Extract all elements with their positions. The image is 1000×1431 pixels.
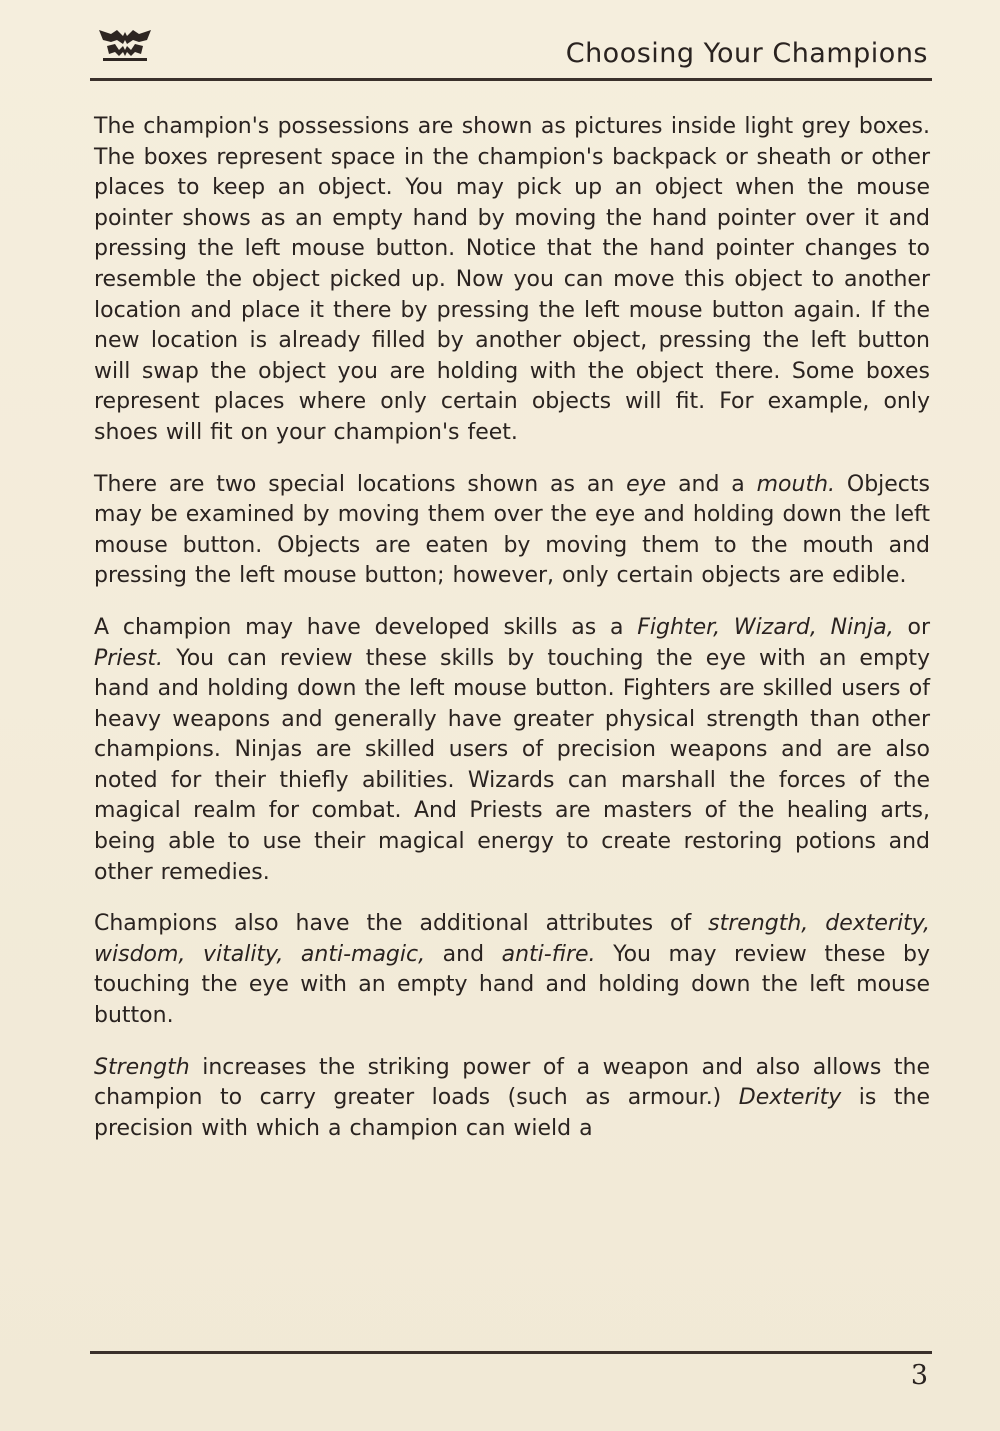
body-text xyxy=(94,112,930,1165)
paragraph-strength-dexterity: Strength increases the striking power of a weapon and also allows the champion to carry greater loads (such as armour.) Dexterity is the precision with which a champion can wield a xyxy=(94,1054,930,1141)
footer-rule xyxy=(90,1351,932,1354)
paragraph-possessions: The champion's possessions are shown as pictures inside light grey boxes. The boxes represent space in the champion's backpack or sheath or other places to keep an object. You may pick up an object when the mouse pointer shows as an empty hand by moving the hand pointer over it and pressing the left mouse button. Notice that the hand pointer changes to resemble the object picked up. Now you can move this object to another location and place it there by pressing the left mouse button again. If the new location is already filled by another object, pressing the left button will swap the object you are holding with the object there. Some boxes represent places where only certain objects will fit. For example, only shoes will fit on your champion's feet. xyxy=(94,114,930,445)
header-rule xyxy=(90,78,932,81)
paragraph-eye-mouth: There are two special locations shown as an eye and a mouth. Objects may be examined by moving them over the eye and holding down the left mouse button. Objects are eaten by moving them to the mouth and pressing the left mouse button; however, only certain objects are edible. xyxy=(94,471,930,589)
page-header-title: Choosing Your Champions xyxy=(565,38,928,69)
paragraph-skills: A champion may have developed skills as a Fighter, Wizard, Ninja, or Priest. You can review these skills by touching the eye with an empty hand and holding down the left mouse button. Fighters are skilled users of heavy weapons and generally have greater physical strength than other champions. Ninjas are skilled users of precision weapons and are also noted for their thiefly abilities. Wizards can marshall the forces of the magical realm for combat. And Priests are masters of the healing arts, being able to use their magical energy to create restoring potions and other remedies. xyxy=(94,614,931,885)
winged-emblem-icon xyxy=(97,26,153,66)
page-number: 3 xyxy=(910,1360,928,1391)
paragraph-attributes: Champions also have the additional attributes of strength, dexterity, wisdom, vitality, anti-magic, and anti-fire. You may review these by touching the eye with an empty hand and holding down the left mouse button. xyxy=(94,911,930,1029)
